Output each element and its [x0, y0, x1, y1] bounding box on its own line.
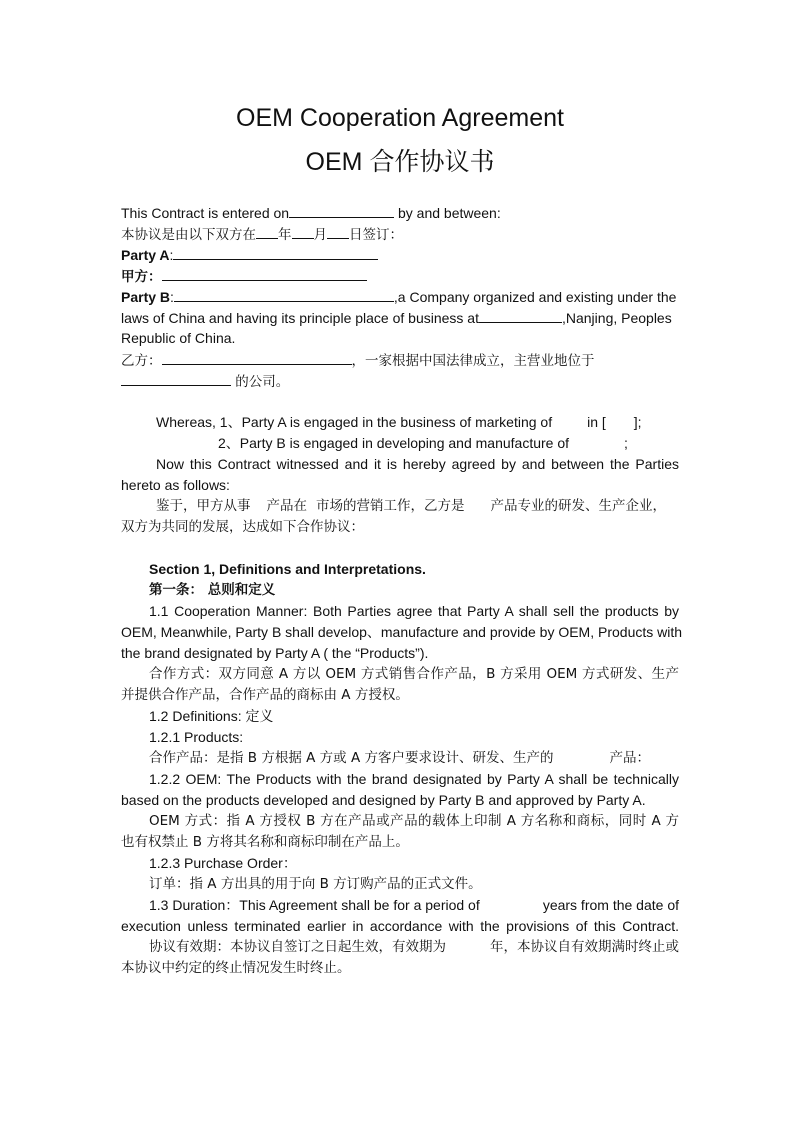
- clause-1-2-1: 1.2.1 Products:: [149, 729, 244, 745]
- title-zh: OEM 合作协议书: [305, 148, 495, 176]
- clause-1-3-zh-2: 本协议中约定的终止情况发生时终止。: [121, 960, 351, 976]
- whereas-2: [218, 433, 679, 454]
- yi-text: 的公司。: [231, 374, 290, 390]
- clause-text: 年，本协议自有效期满时终止或: [490, 939, 679, 955]
- intro-text: 本协议是由以下双方在: [121, 227, 256, 243]
- clause-1-2-1-zh: [149, 748, 679, 769]
- clause-text: 产品：: [609, 750, 650, 766]
- clause-1-1-line-3: the brand designated by Party A ( the “Products”).: [121, 645, 429, 661]
- year-blank: [256, 223, 278, 239]
- yi-text: ，一家根据中国法律成立，主营业地位于: [351, 353, 595, 369]
- whereas-text: 2、Party B is engaged in developing and manufacture of: [218, 435, 570, 451]
- intro-text: 年: [278, 227, 292, 243]
- now-line-2: hereto as follows:: [121, 477, 230, 493]
- clause-text: years from the date of: [542, 897, 679, 913]
- whereas-zh-text: 产品专业的研发、生产企业，: [490, 498, 666, 514]
- whereas-zh-1: [156, 496, 679, 517]
- party-b-label: Party B: [121, 289, 171, 305]
- party-a-blank: [173, 244, 378, 260]
- intro-text: 月: [313, 227, 327, 243]
- clause-1-1-zh-2: 并提供合作产品，合作产品的商标由 A 方授权。: [121, 687, 409, 703]
- yi-line: [121, 349, 679, 372]
- clause-1-2-2-zh-1: OEM 方式：指 A 方授权 B 方在产品或产品的载体上印制 A 方名称和商标，同时 A 方: [149, 813, 679, 829]
- whereas-zh-2: 双方为共同的发展，达成如下合作协议：: [121, 519, 364, 535]
- clause-1-2-2-zh-2: 也有权禁止 B 方将其名称和商标印制在产品上。: [121, 834, 409, 850]
- now-line-1: Now this Contract witnessed and it is hereby agreed by and between the Parties: [156, 456, 679, 472]
- yi-label: 乙方：: [121, 353, 162, 369]
- section-1-heading-zh: 第一条： 总则和定义: [149, 582, 276, 598]
- clause-text: 1.3 Duration：This Agreement shall be for a period of: [149, 897, 480, 913]
- intro-line: [121, 202, 679, 224]
- whereas-1: [156, 412, 679, 433]
- whereas-text: ;: [624, 435, 628, 451]
- clause-1-2-2-line-1: 1.2.2 OEM: The Products with the brand designated by Party A shall be technically: [149, 771, 679, 787]
- date-blank: [289, 202, 394, 218]
- whereas-zh-text: 鉴于，甲方从事: [156, 498, 251, 514]
- party-b-text: laws of China and having its principle place of business at: [121, 310, 479, 326]
- yi-address-blank: [121, 370, 231, 386]
- party-b-line-2: [121, 307, 679, 329]
- party-a-zh-blank: [162, 265, 367, 281]
- intro-line-zh: [121, 223, 679, 246]
- clause-1-2-2-line-2: based on the products developed and designed by Party B and approved by Party A.: [121, 792, 646, 808]
- party-a-zh-label: 甲方：: [121, 269, 162, 285]
- whereas-zh-text: 市场的营销工作，乙方是: [316, 498, 465, 514]
- title-en: OEM Cooperation Agreement: [236, 104, 564, 132]
- party-b-text: ,a Company organized and existing under the: [393, 289, 677, 305]
- whereas-text: in [: [587, 414, 606, 430]
- yi-blank: [162, 349, 352, 365]
- section-1-heading: Section 1, Definitions and Interpretations.: [149, 561, 426, 577]
- party-b-blank: [174, 286, 394, 302]
- whereas-zh-text: 产品在: [266, 498, 307, 514]
- clause-1-2-3: 1.2.3 Purchase Order：: [149, 855, 297, 871]
- intro-text: 日签订：: [349, 227, 403, 243]
- clause-text: 协议有效期：本协议自签订之日起生效，有效期为: [149, 939, 446, 955]
- clause-1-3-zh-1: [149, 937, 679, 958]
- clause-1-1-line-2: OEM, Meanwhile, Party B shall develop、manufacture and provide by OEM, Products with: [121, 624, 683, 640]
- intro-text: by and between:: [394, 205, 501, 221]
- party-b-line-3: Republic of China.: [121, 330, 236, 346]
- clause-1-2-3-zh: 订单：指 A 方出具的用于向 B 方订购产品的正式文件。: [149, 876, 482, 892]
- day-blank: [327, 223, 349, 239]
- month-blank: [292, 223, 314, 239]
- clause-1-3-line-2: execution unless terminated earlier in accordance with the provisions of this Contract.: [121, 918, 679, 934]
- address-blank: [479, 307, 562, 323]
- whereas-text: Whereas, 1、Party A is engaged in the business of marketing of: [156, 414, 553, 430]
- clause-1-1-zh-1: 合作方式：双方同意 A 方以 OEM 方式销售合作产品，B 方采用 OEM 方式研发、生产: [149, 666, 679, 682]
- party-a-label: Party A: [121, 247, 170, 263]
- clause-1-2: 1.2 Definitions: 定义: [149, 708, 274, 724]
- yi-line-2: [121, 370, 679, 393]
- clause-1-3-line-1: [149, 895, 679, 916]
- party-a-line: Party A:: [121, 244, 679, 266]
- intro-text: This Contract is entered on: [121, 205, 290, 221]
- party-a-zh-line: [121, 265, 679, 288]
- clause-1-1-line-1: 1.1 Cooperation Manner: Both Parties agree that Party A shall sell the products by: [149, 603, 679, 619]
- whereas-text: ];: [633, 414, 642, 430]
- party-b-text: ,Nanjing, Peoples: [561, 310, 672, 326]
- clause-text: 合作产品：是指 B 方根据 A 方或 A 方客户要求设计、研发、生产的: [149, 750, 554, 766]
- party-b-line: Party B: ,a Company organized and existing under the: [121, 286, 679, 308]
